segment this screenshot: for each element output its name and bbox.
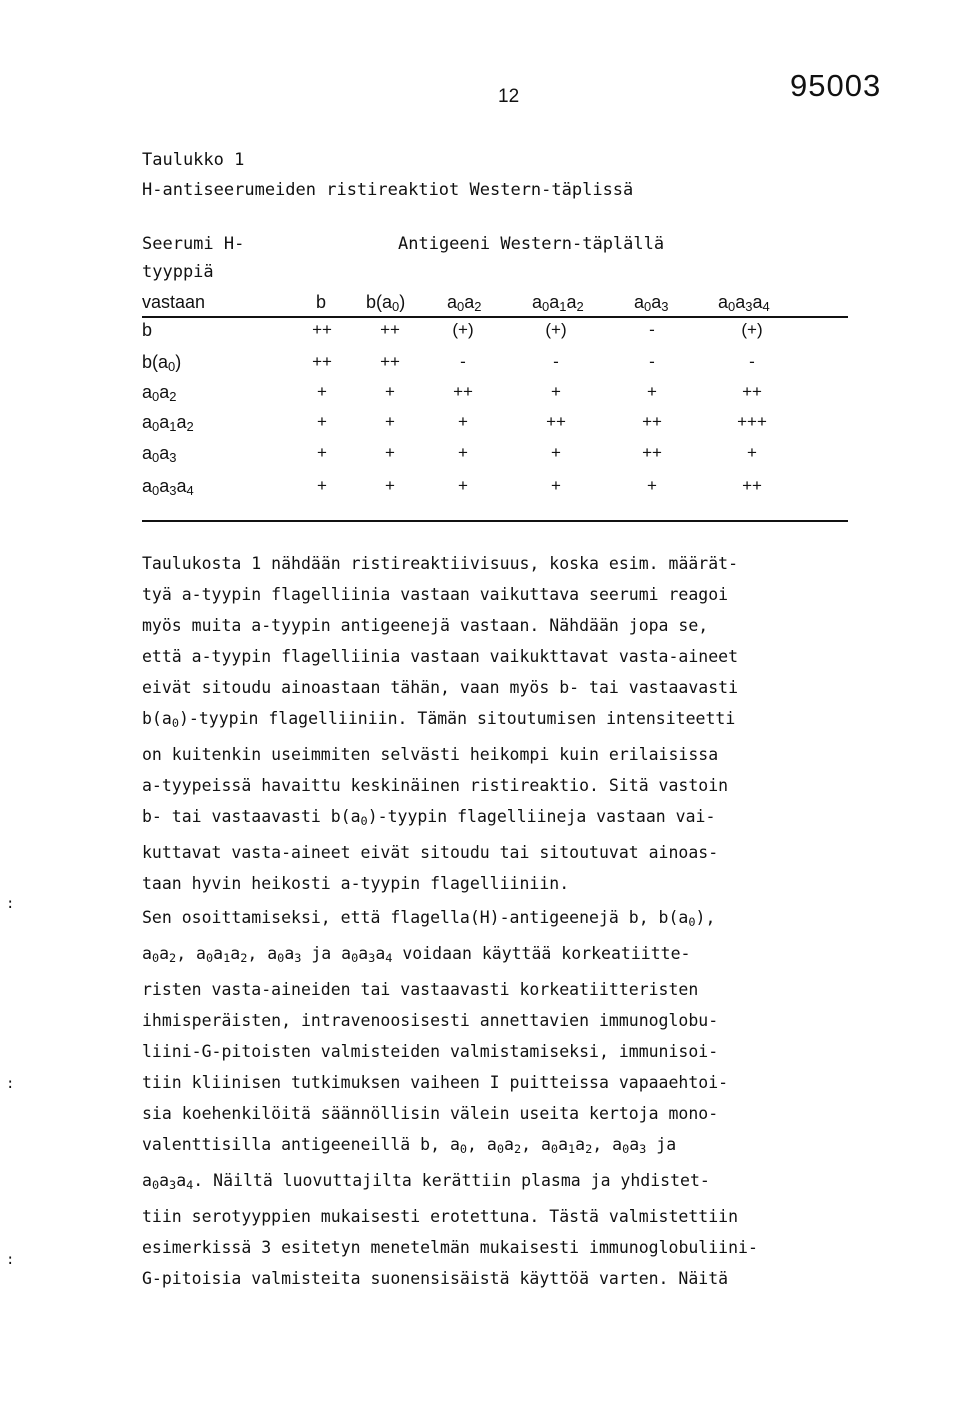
- text-line: G-pitoisia valmisteita suonensisäistä käyttöä varten. Näitä: [142, 1268, 729, 1288]
- margin-mark: :: [6, 1076, 15, 1092]
- text-line: tyä a-tyypin flagelliinia vastaan vaikuttava seerumi reagoi: [142, 585, 729, 604]
- margin-mark: :: [6, 1252, 15, 1268]
- table-cell: (+): [452, 320, 474, 339]
- table-cell: +: [317, 443, 327, 462]
- table-cell: ++: [453, 382, 473, 401]
- table-cell: +: [385, 382, 395, 401]
- table-cell: +: [317, 412, 327, 431]
- table-cell: ++: [312, 352, 332, 371]
- table-row-label: $a_0a_3$: [142, 443, 177, 466]
- text-line: että a-tyypin flagelliinia vastaan vaikukttavat vasta-aineet: [142, 647, 739, 666]
- table-cell: +: [385, 476, 395, 495]
- table-cell: +: [747, 443, 757, 462]
- column-header: b: [316, 292, 327, 312]
- margin-mark: :: [6, 896, 15, 912]
- text-line: kuttavat vasta-aineet eivät sitoudu tai sitoutuvat ainoas-: [142, 842, 719, 862]
- text-line: sia koehenkilöitä säännöllisin välein useita kertoja mono-: [142, 1103, 719, 1123]
- page-number: 12: [498, 86, 520, 107]
- text-line: $a_0a_3a_4$. Näiltä luovuttajilta kerättiin plasma ja yhdistet-: [142, 1170, 710, 1192]
- paragraph-2: [142, 902, 872, 1294]
- table-cell: -: [649, 352, 655, 371]
- text-line: esimerkissä 3 esitetyn menetelmän mukaisesti immunoglobuliini-: [142, 1237, 758, 1257]
- text-line: Sen osoittamiseksi, että flagella(H)-antigeenejä b, $b(a_0)$,: [142, 908, 716, 929]
- text-line: $a_0a_2$, $a_0a_1a_2$, $a_0a_3$ ja $a_0a_3a_4$ voidaan käyttää korkeatiitte-: [142, 943, 691, 965]
- table-cell: ++: [742, 476, 762, 495]
- text-line: risten vasta-aineiden tai vastaavasti korkeatiitteristen: [142, 979, 699, 999]
- text-line: eivät sitoudu ainoastaan tähän, vaan myös b- tai vastaavasti: [142, 678, 739, 697]
- table-cell: +: [551, 443, 561, 462]
- table-cell: +: [458, 476, 468, 495]
- text-line: liini-G-pitoisten valmisteiden valmistamiseksi, immunisoi-: [142, 1041, 719, 1061]
- text-line: tiin kliinisen tutkimuksen vaiheen I puitteissa vapaaehtoi-: [142, 1072, 729, 1092]
- table-cell: +: [317, 476, 327, 495]
- text-line: on kuitenkin useimmiten selvästi heikompi kuin erilaisissa: [142, 744, 719, 764]
- table-cell: +: [647, 382, 657, 401]
- text-line: b- tai vastaavasti $b(a_0)$-tyypin flagelliineja vastaan vai-: [142, 806, 716, 828]
- table-row-label: $a_0a_1a_2$: [142, 412, 194, 435]
- table-cell: ++: [380, 320, 400, 339]
- table-cell: -: [553, 352, 559, 371]
- column-header: $b(a_0)$: [366, 292, 406, 315]
- table-cell: ++: [642, 412, 662, 431]
- table-caption-subtitle: H-antiseerumeiden ristireaktiot Western-täplissä: [142, 180, 634, 200]
- text-line: taan hyvin heikosti a-tyypin flagelliiniin.: [142, 873, 570, 893]
- text-line: myös muita a-tyypin antigeenejä vastaan. Nähdään jopa se,: [142, 616, 709, 635]
- table-cell: (+): [741, 320, 763, 339]
- table-cell: ++: [312, 320, 332, 339]
- table-cell: +: [385, 443, 395, 462]
- document-number: 95003: [790, 68, 882, 103]
- column-header: $a_0a_3a_4$: [718, 292, 770, 315]
- table-row-label: $a_0a_2$: [142, 382, 177, 405]
- row-header-line: Seerumi H-: [142, 234, 245, 254]
- table-cell: +: [458, 443, 468, 462]
- text-line: Taulukosta 1 nähdään ristireaktiivisuus, koska esim. määrät-: [142, 554, 739, 573]
- table-cell: ++: [380, 352, 400, 371]
- text-line: $b(a_0)$-tyypin flagelliiniin. Tämän sitoutumisen intensiteetti: [142, 709, 736, 730]
- table-row-label: b: [142, 320, 153, 340]
- table-cell: +: [317, 382, 327, 401]
- antigen-header: Antigeeni Western-täplällä: [398, 234, 665, 254]
- table-cell: ++: [546, 412, 566, 431]
- table-cell: +: [385, 412, 395, 431]
- table-row-label: $a_0a_3a_4$: [142, 476, 194, 499]
- row-header-line: tyyppiä: [142, 262, 214, 282]
- text-line: tiin serotyyppien mukaisesti erotettuna. Tästä valmistettiin: [142, 1206, 739, 1226]
- table-row-label: $b(a_0)$: [142, 352, 182, 375]
- text-line: valenttisilla antigeeneillä b, $a_0$, $a_0a_2$, $a_0a_1a_2$, $a_0a_3$ ja: [142, 1134, 677, 1156]
- table-cell: +: [647, 476, 657, 495]
- table-cell: +: [551, 476, 561, 495]
- row-header-line: vastaan: [142, 292, 206, 312]
- table-cell: -: [649, 320, 655, 339]
- paragraph-1: [142, 548, 872, 899]
- table-rule-top: [142, 316, 848, 318]
- column-header: $a_0a_3$: [634, 292, 669, 315]
- column-header: $a_0a_1a_2$: [532, 292, 584, 315]
- text-line: a-tyypeissä havaittu keskinäinen ristireaktio. Sitä vastoin: [142, 775, 729, 795]
- table-cell: -: [460, 352, 466, 371]
- text-line: ihmisperäisten, intravenoosisesti annettavien immunoglobu-: [142, 1010, 719, 1030]
- column-header: $a_0a_2$: [447, 292, 482, 315]
- table-cell: +: [551, 382, 561, 401]
- table-cell: +: [458, 412, 468, 431]
- table-cell: ++: [642, 443, 662, 462]
- table-cell: ++: [742, 382, 762, 401]
- table-rule-bottom: [142, 520, 848, 522]
- table-caption-title: Taulukko 1: [142, 150, 245, 170]
- table-cell: -: [749, 352, 755, 371]
- table-cell: (+): [545, 320, 567, 339]
- table-cell: +++: [737, 412, 767, 431]
